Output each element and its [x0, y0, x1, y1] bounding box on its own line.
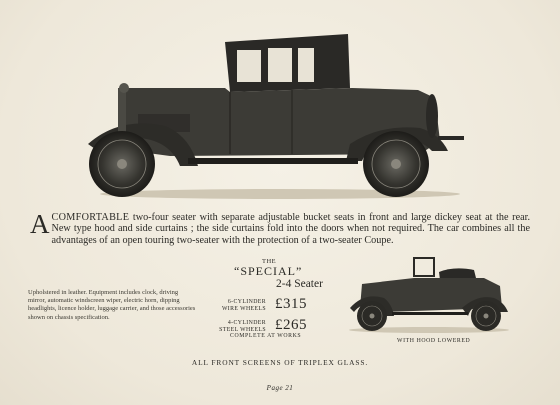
price-label-line2: STEEL WHEELS [219, 326, 266, 333]
triplex-glass-note: ALL FRONT SCREENS OF TRIPLEX GLASS. [191, 358, 369, 367]
equipment-notes: Upholstered in leather. Equipment includes clock, driving mirror, automatic windscreen wiper, electric horn, dipping headlights, licence holder, luggage carrier, and those accessories shown on chassis specification. [28, 289, 196, 321]
intro-paragraph [30, 209, 530, 246]
hood-lowered-caption: WITH HOOD LOWERED [397, 338, 471, 344]
price-value: £265 [275, 317, 307, 333]
price-label-line2: WIRE WHEELS [221, 305, 266, 312]
price-label-line1: 4-CYLINDER [227, 320, 266, 326]
price-value: £315 [275, 296, 307, 312]
price-label [222, 299, 266, 312]
model-seater: 2-4 Seater [276, 278, 323, 290]
price-row-6-cylinder [214, 296, 324, 319]
price-label [219, 320, 266, 333]
intro-lead-words: COMFORTABLE [51, 212, 130, 223]
intro-text: two-four seater with separate adjustable bucket seats in front and large dickey seat at the rear. New type hood and side curtains ; the side curtains fold into the doors when not required. The car combines all the advantages of an open touring two-seater with the protection of a two-seater Coupe. [51, 212, 530, 246]
drop-cap: A [30, 209, 50, 239]
the-label: THE [262, 258, 277, 265]
page-number: Page 21 [266, 384, 294, 392]
open-car-illustration [344, 256, 514, 336]
coupe-car-illustration [80, 26, 480, 206]
model-name: “SPECIAL” [234, 264, 303, 278]
price-label-line1: 6-CYLINDER [227, 299, 266, 305]
complete-at-works: COMPLETE AT WORKS [230, 333, 302, 339]
